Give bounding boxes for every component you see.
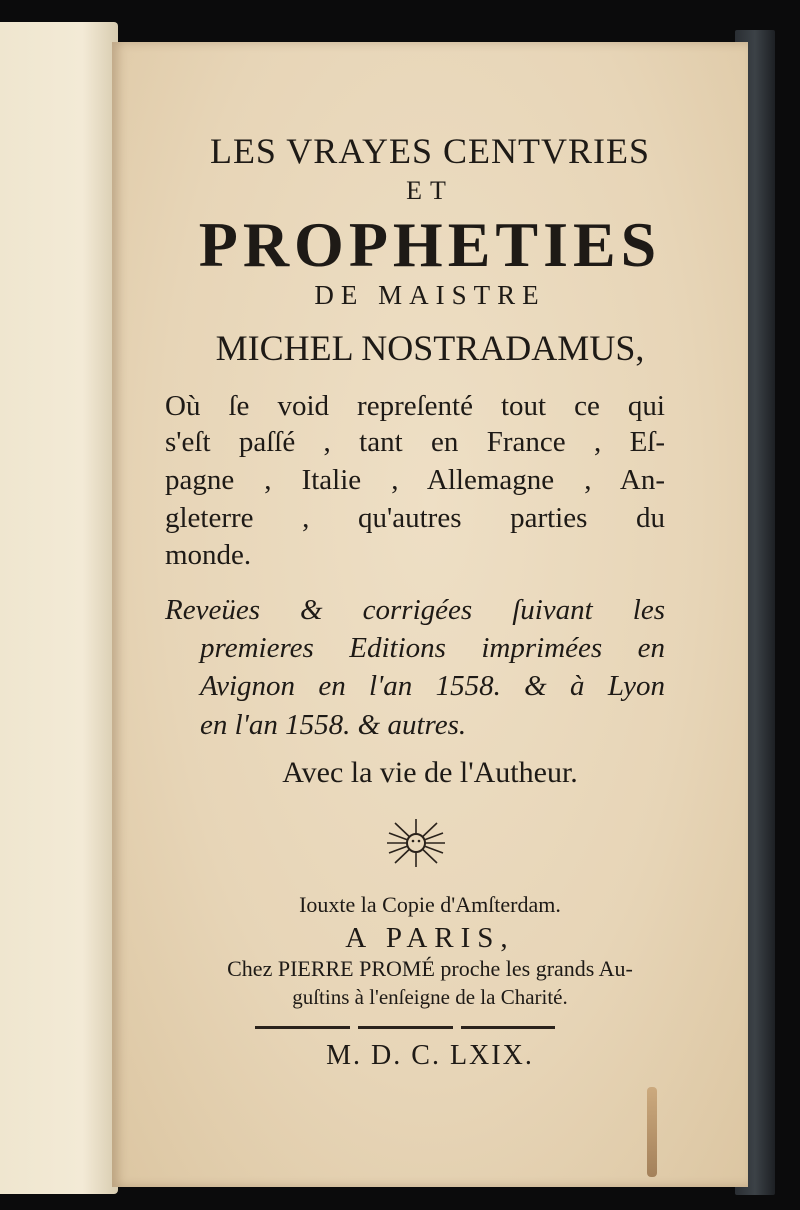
- title-line-4: DE MAISTRE: [314, 280, 546, 310]
- sun-ornament-icon: [385, 817, 447, 869]
- edition-note-line: en l'an 1558. & autres.: [200, 709, 467, 741]
- left-page: [0, 22, 118, 1194]
- description-line: gleterre , qu'autres parties du: [165, 502, 665, 534]
- description-line: pagne , Italie , Allemagne , An-: [165, 464, 665, 496]
- description-line: monde.: [165, 539, 252, 571]
- edition-note-line: Avignon en l'an 1558. & à Lyon: [200, 670, 665, 702]
- title-line-2: ET: [406, 176, 454, 205]
- imprint-city: A PARIS,: [345, 922, 515, 954]
- paper-stain: [647, 1087, 657, 1177]
- imprint-copy: Iouxte la Copie d'Amſterdam.: [299, 892, 561, 917]
- title-line-1: LES VRAYES CENTVRIES: [209, 131, 651, 171]
- description-line: s'eſt paſſé , tant en France , Eſ-: [165, 426, 665, 458]
- main-title: PROPHETIES: [198, 209, 662, 280]
- edition-note-line: Reveües & corrigées ſuivant les: [165, 594, 665, 626]
- author-life-note: Avec la vie de l'Autheur.: [282, 756, 578, 789]
- description-line: Où ſe void repreſenté tout ce qui: [165, 390, 665, 422]
- imprint-printer-line-1: Chez PIERRE PROMÉ proche les grands Au-: [227, 956, 633, 981]
- divider-rule: [255, 1026, 555, 1029]
- title-page: [112, 42, 748, 1187]
- edition-note-line: premieres Editions imprimées en: [200, 632, 665, 664]
- author-name: MICHEL NOSTRADAMUS,: [215, 328, 645, 368]
- publication-date: M. D. C. LXIX.: [326, 1040, 534, 1071]
- imprint-printer-line-2: guſtins à l'enſeigne de la Charité.: [292, 985, 568, 1009]
